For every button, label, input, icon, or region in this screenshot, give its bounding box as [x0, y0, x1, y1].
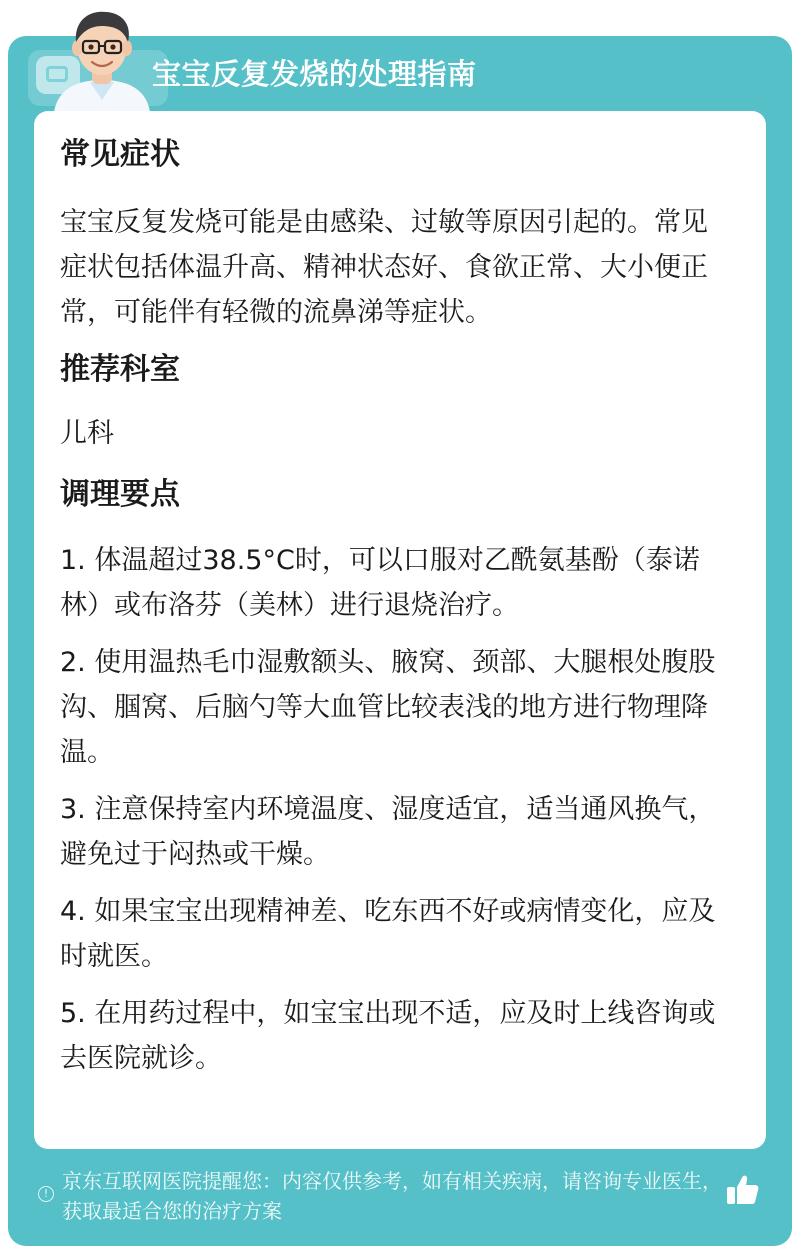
section-department — [60, 347, 730, 456]
list-item: 5. 在用药过程中，如宝宝出现不适，应及时上线咨询或去医院就诊。 — [60, 998, 716, 1074]
list-item: 1. 体温超过38.5°C时，可以口服对乙酰氨基酚（泰诺林）或布洛芬（美林）进行退烧治疗。 — [60, 545, 700, 621]
content-body — [60, 132, 730, 1081]
section-care-tips — [60, 472, 730, 1081]
doctor-avatar-icon — [44, 4, 160, 112]
footer-disclaimer: 京东互联网医院提醒您：内容仅供参考，如有相关疾病，请咨询专业医生，获取最适合您的治疗方案 — [62, 1169, 722, 1223]
section-heading: 调理要点 — [60, 477, 180, 512]
section-paragraph: 儿科 — [60, 418, 114, 449]
list-item: 4. 如果宝宝出现精神差、吃东西不好或病情变化，应及时就医。 — [60, 896, 716, 972]
page-title: 宝宝反复发烧的处理指南 — [152, 57, 477, 91]
section-paragraph: 宝宝反复发烧可能是由感染、过敏等原因引起的。常见症状包括体温升高、精神状态好、食欲正常、大小便正常，可能伴有轻微的流鼻涕等症状。 — [60, 207, 708, 328]
thumbs-up-icon[interactable] — [724, 1172, 760, 1208]
section-heading: 推荐科室 — [60, 352, 180, 387]
list-item: 2. 使用温热毛巾湿敷额头、腋窝、颈部、大腿根处腹股沟、腘窝、后脑勺等大血管比较表浅的地方进行物理降温。 — [60, 647, 716, 768]
list-item: 3. 注意保持室内环境温度、湿度适宜，适当通风换气，避免过于闷热或干燥。 — [60, 794, 716, 870]
section-symptoms — [60, 132, 730, 335]
info-icon: ! — [38, 1186, 54, 1202]
section-heading: 常见症状 — [60, 137, 180, 172]
